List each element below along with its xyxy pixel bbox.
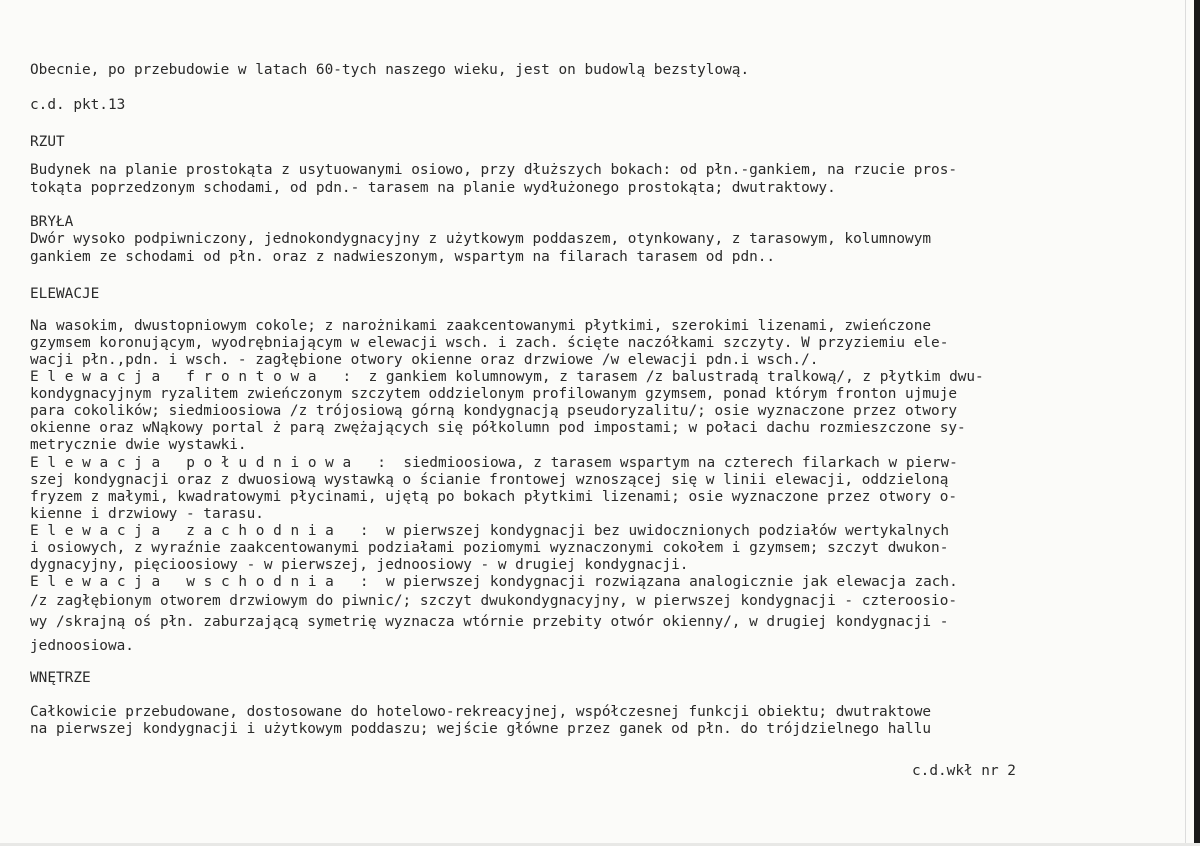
west-elevation-line-2: i osiowych, z wyraźnie zaakcentowanymi podziałami poziomymi wyznaczonymi cokołem i gzymsem; szczyt dwukon- (30, 540, 949, 556)
front-elevation-line-5: metrycznie dwie wystawki. (30, 437, 247, 453)
intro-line: Obecnie, po przebudowie w latach 60-tych naszego wieku, jest on budowlą bezstylową. (30, 62, 750, 78)
front-elevation-line-2: kondygnacyjnym ryzalitem zwieńczonym szczytem oddzielonym profilowanym gzymsem, ponad którym fronton ujmuje (30, 386, 958, 402)
east-elevation-label: Elewacja wschodnia : (30, 574, 378, 590)
rzut-line-1: Budynek na planie prostokąta z usytuowanymi osiowo, przy dłuższych bokach: od płn.-gankiem, na rzucie pros- (30, 162, 958, 178)
west-elevation-line-3: dygnacyjny, pięcioosiowy - w pierwszej, jednoosiowy - w drugiej kondygnacji. (30, 557, 689, 573)
front-elevation-line-1 (30, 369, 984, 387)
reference-bottom: c.d.wkł nr 2 (912, 763, 1016, 779)
scan-edge-right (1194, 0, 1200, 846)
wnetrze-line-2: na pierwszej kondygnacji i użytkowym poddaszu; wejście główne przez ganek od płn. do trójdzielnego hallu (30, 721, 932, 737)
south-elevation-label: Elewacja południowa : (30, 455, 395, 471)
heading-rzut: RZUT (30, 134, 65, 150)
heading-elewacje: ELEWACJE (30, 286, 100, 302)
rzut-line-2: tokąta poprzedzonym schodami, od pdn.- tarasem na planie wydłużonego prostokąta; dwutraktowy. (30, 180, 836, 196)
elewacje-intro-line-3: wacji płn.,pdn. i wsch. - zagłębione otwory okienne oraz drzwiowe /w elewacji pdn.i wsch./. (30, 352, 819, 368)
reference-top: c.d. pkt.13 (30, 97, 126, 113)
south-elevation-line-3: fryzem z małymi, kwadratowymi płycinami, ujętą po bokach płytkimi lizenami; osie wyznaczone przez otwory o- (30, 489, 958, 505)
heading-wnetrze: WNĘTRZE (30, 670, 91, 686)
south-elevation-first: siedmioosiowa, z tarasem wspartym na czterech filarkach w pierw- (394, 455, 958, 471)
front-elevation-line-4: okienne oraz wNąkowy portal ż parą zwężających się półkolumn pod impostami; w połaci dachu rozmieszczone sy- (30, 420, 966, 436)
west-elevation-label: Elewacja zachodnia : (30, 523, 378, 539)
east-elevation-line-4: jednoosiowa. (30, 638, 134, 654)
east-elevation-line-3: wy /skrajną oś płn. zaburzającą symetrię wyznacza wtórnie przebity otwór okienny/, w drugiej kondygnacji - (30, 614, 949, 630)
page-fold-line (1185, 0, 1186, 846)
wnetrze-line-1: Całkowicie przebudowane, dostosowane do hotelowo-rekreacyjnej, współczesnej funkcji obiektu; dwutraktowe (30, 704, 932, 720)
heading-bryla: BRYŁA (30, 214, 74, 230)
front-elevation-label: Elewacja frontowa : (30, 369, 360, 385)
east-elevation-line-2: /z zagłębionym otworem drzwiowym do piwnic/; szczyt dwukondygnacyjny, w pierwszej kondygnacji - czteroosio- (30, 593, 958, 609)
front-elevation-line-3: para cokolików; siedmioosiowa /z trójosiową górną kondygnacją pseudoryzalitu/; osie wyznaczone przez otwory (30, 403, 958, 419)
bryla-line-2: gankiem ze schodami od płn. oraz z nadwieszonym, wspartym na filarach tarasem od pdn.. (30, 249, 776, 265)
south-elevation-line-4: kienne i drzwiowy - tarasu. (30, 506, 264, 522)
elewacje-intro-line-1: Na wasokim, dwustopniowym cokole; z narożnikami zaakcentowanymi płytkimi, szerokimi lizenami, zwieńczone (30, 318, 932, 334)
bryla-line-1: Dwór wysoko podpiwniczony, jednokondygnacyjny z użytkowym poddaszem, otynkowany, z tarasowym, kolumnowym (30, 231, 932, 247)
west-elevation-first: w pierwszej kondygnacji bez uwidocznionych podziałów wertykalnych (377, 523, 950, 539)
west-elevation-line-1 (30, 523, 949, 541)
south-elevation-line-2: szej kondygnacji oraz z dwuosiową wystawką o ścianie frontowej wznoszącej się w linii elewacji, oddzieloną (30, 472, 949, 488)
south-elevation-line-1 (30, 455, 958, 473)
east-elevation-first: w pierwszej kondygnacji rozwiązana analogicznie jak elewacja zach. (377, 574, 958, 590)
east-elevation-line-1 (30, 574, 958, 592)
elewacje-intro-line-2: gzymsem koronującym, wyodrębniającym w elewacji wsch. i zach. ścięte naczółkami szczyty. W przyziemiu ele- (30, 335, 949, 351)
front-elevation-first: z gankiem kolumnowym, z tarasem /z balustradą tralkową/, z płytkim dwu- (359, 369, 984, 385)
